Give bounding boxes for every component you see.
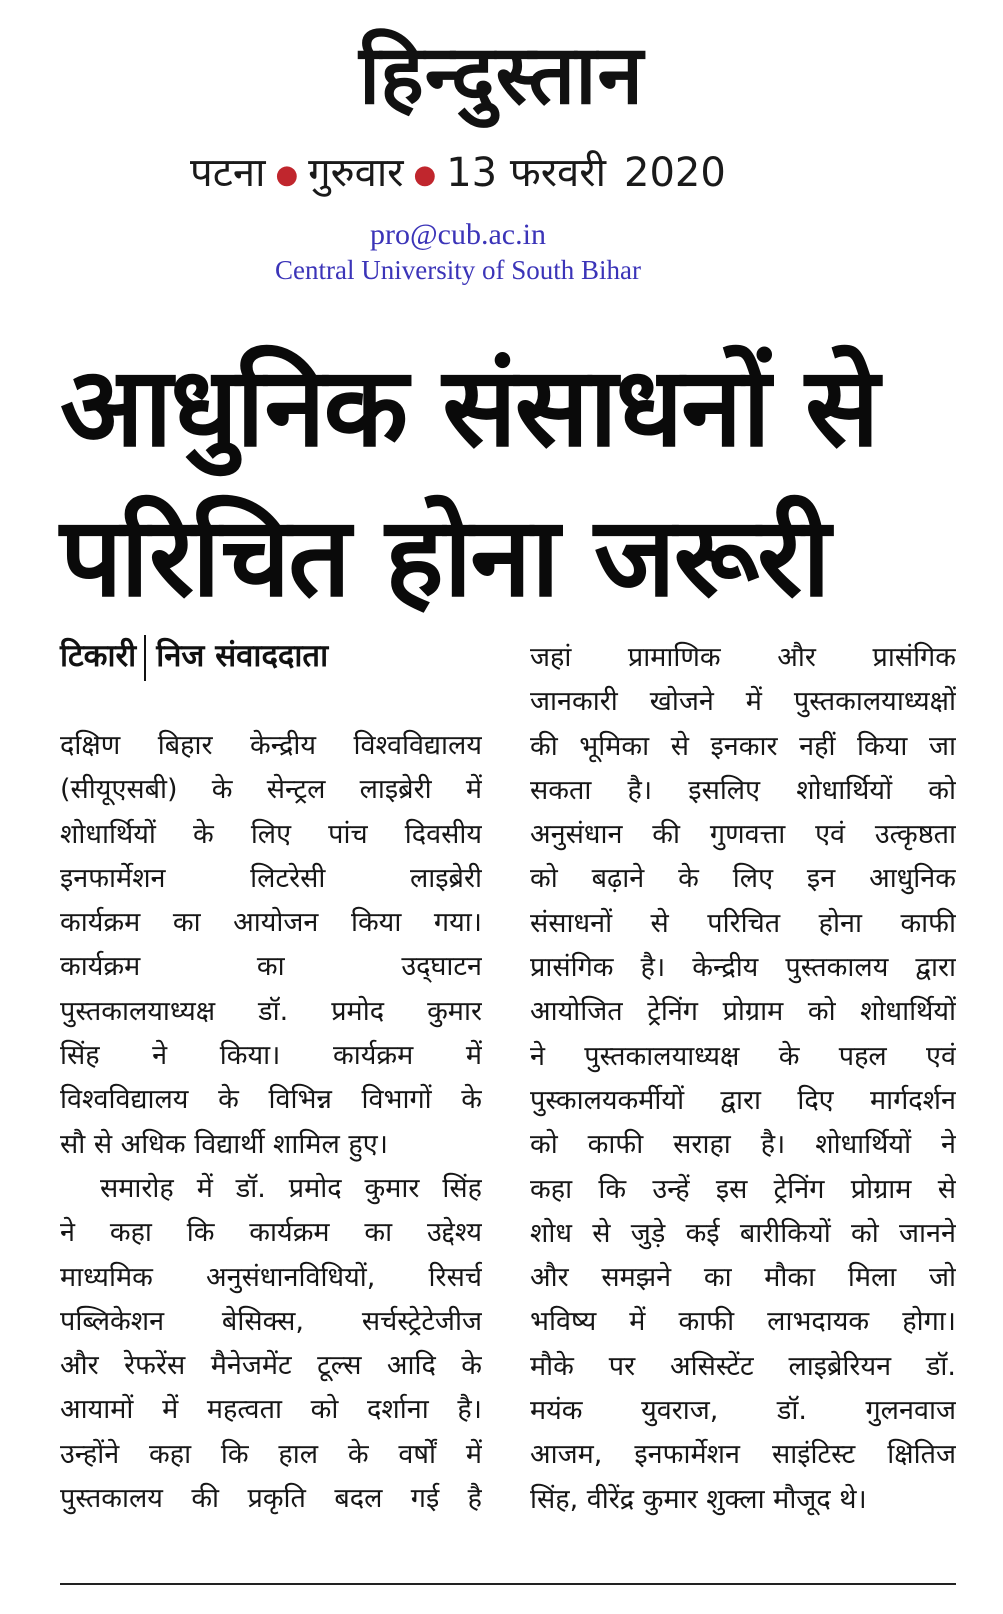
text-line: आजम, इनफार्मेशन साइंटिस्ट क्षितिज	[530, 1439, 956, 1471]
text-line: भविष्य में काफी लाभदायक होगा।	[530, 1306, 956, 1338]
article-headline	[60, 332, 960, 632]
text-line: इनफार्मेशन लिटरेसी लाइब्रेरी	[60, 862, 482, 894]
dateline-date: 13 फरवरी	[446, 150, 607, 196]
text-line: और समझने का मौका मिला जो	[530, 1262, 956, 1294]
text-line: आयामों में महत्वता को दर्शाना है।	[60, 1394, 482, 1426]
text-line: सौ से अधिक विद्यार्थी शामिल हुए।	[60, 1128, 388, 1160]
newspaper-masthead: हिन्दुस्तान	[358, 28, 645, 123]
text-line: को काफी सराहा है। शोधार्थियों ने	[530, 1129, 956, 1161]
article-column-right	[530, 636, 956, 1522]
dateline-year: 2020	[624, 150, 726, 196]
text-line: शोध से जुड़े कई बारीकियों को जानने	[530, 1217, 956, 1249]
byline	[60, 634, 500, 681]
text-line: सकता है। इसलिए शोधार्थियों को	[530, 774, 956, 806]
text-line: दक्षिण बिहार केन्द्रीय विश्वविद्यालय	[60, 730, 482, 761]
text-line: ने पुस्तकालयाध्यक्ष के पहल एवं	[530, 1040, 956, 1072]
text-line: मौके पर असिस्टेंट लाइब्रेरियन डॉ.	[530, 1350, 956, 1382]
text-line: सिंह, वीरेंद्र कुमार शुक्ला मौजूद थे।	[530, 1483, 867, 1515]
text-line: मयंक युवराज, डॉ. गुलनवाज	[530, 1395, 956, 1427]
text-line: आयोजित ट्रेनिंग प्रोग्राम को शोधार्थियों	[530, 996, 956, 1028]
headline-line-2: परिचित होना जरूरी	[60, 493, 829, 621]
text-line: पुस्कालयकर्मीयों द्वारा दिए मार्गदर्शन	[530, 1084, 956, 1116]
text-line: जहां प्रामाणिक और प्रासंगिक	[530, 642, 956, 673]
text-line: समारोह में डॉ. प्रमोद कुमार सिंह	[100, 1172, 482, 1204]
text-line: माध्यमिक अनुसंधानविधियों, रिसर्च	[60, 1261, 482, 1293]
text-line: (सीयूएसबी) के सेन्ट्रल लाइब्रेरी में	[60, 774, 482, 806]
source-email: pro@cub.ac.in	[370, 218, 546, 251]
text-line: पुस्तकालयाध्यक्ष डॉ. प्रमोद कुमार	[60, 995, 482, 1027]
text-line: पुस्तकालय की प्रकृति बदल गई है	[60, 1483, 482, 1515]
article-column-left	[60, 724, 482, 1521]
text-line: कार्यक्रम का उद्‌घाटन	[60, 951, 482, 983]
byline-place: टिकारी	[60, 638, 137, 674]
text-line: कार्यक्रम का आयोजन किया गया।	[60, 907, 482, 939]
text-line: संसाधनों से परिचित होना काफी	[530, 907, 956, 939]
text-line: शोधार्थियों के लिए पांच दिवसीय	[60, 818, 482, 850]
bottom-divider	[60, 1583, 956, 1585]
text-line: अनुसंधान की गुणवत्ता एवं उत्कृष्ठता	[530, 819, 956, 851]
dateline-city: पटना	[190, 150, 266, 196]
text-line: प्रासंगिक है। केन्द्रीय पुस्तकालय द्वारा	[530, 952, 956, 984]
text-line: विश्वविद्यालय के विभिन्न विभागों के	[60, 1084, 482, 1116]
text-line: पब्लिकेशन बेसिक्स, सर्चस्ट्रेटेजीज	[60, 1305, 482, 1337]
text-line: ने कहा कि कार्यक्रम का उद्देश्य	[60, 1217, 482, 1249]
text-line: उन्होंने कहा कि हाल के वर्षों में	[60, 1438, 482, 1470]
headline-line-1: आधुनिक संसाधनों से	[60, 343, 878, 471]
dateline	[190, 148, 750, 200]
text-line: जानकारी खोजने में पुस्तकालयाध्यक्षों	[530, 686, 956, 718]
text-line: को बढ़ाने के लिए इन आधुनिक	[530, 863, 956, 895]
source-organization: Central University of South Bihar	[275, 255, 641, 285]
text-line: और रेफरेंस मैनेजमेंट टूल्स आदि के	[60, 1350, 482, 1382]
text-line: सिंह ने किया। कार्यक्रम में	[60, 1040, 482, 1072]
dateline-day: गुरुवार	[308, 150, 404, 196]
text-line: की भूमिका से इनकार नहीं किया जा	[530, 730, 956, 762]
text-line: कहा कि उन्हें इस ट्रेनिंग प्रोग्राम से	[530, 1173, 956, 1205]
bullet-dot-icon: ●	[413, 160, 437, 190]
bullet-dot-icon: ●	[275, 160, 299, 190]
byline-reporter: निज संवाददाता	[156, 638, 329, 674]
byline-divider	[144, 635, 146, 681]
